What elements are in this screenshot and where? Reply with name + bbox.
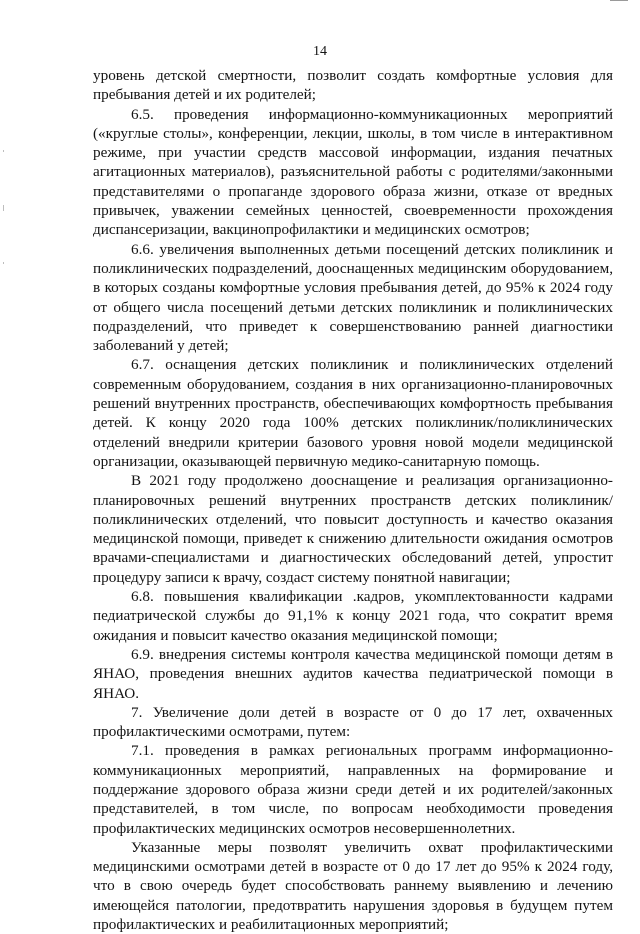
paragraph: 7. Увеличение доли детей в возрасте от 0 до 17 лет, охваченных профилактическими осмотрами, путем: [93, 703, 613, 741]
paragraph: 7.1. проведения в рамках региональных программ информационно-коммуникационных мероприятий, направленных на формирование и поддержание здорового образа жизни среди детей и их родителей/законных представителей, в том числе, по вопросам необходимости проведения профилактических медицинских осмотров несовершеннолетних. [93, 742, 613, 837]
scan-edge-mark [3, 262, 4, 264]
paragraph: 6.6. увеличения выполненных детьми посещений детских поликлиник и поликлинических подразделений, дооснащенных медицинским оборудованием, в которых созданы комфортные условия пребывания детей, до 95% к 2024 году от общего числа посещений детьми детских поликлиник и поликлинических подразделений, что приведет к совершенствованию ранней диагностики заболеваний у детей; [93, 240, 613, 355]
paragraph: уровень детской смертности, позволит создать комфортные условия для пребывания детей и их родителей; [93, 67, 613, 104]
paragraph: 6.9. внедрения системы контроля качества медицинской помощи детям в ЯНАО, проведения внешних аудитов качества педиатрической помощи в ЯНАО. [93, 645, 613, 702]
scan-mark [610, 0, 628, 1]
scan-edge-mark [3, 150, 4, 152]
paragraph: 6.8. повышения квалификации .кадров, укомплектованности кадрами педиатрической службы до 91,1% к концу 2021 года, что сократит время ожидания и повысит качество оказания медицинской помощи; [93, 588, 613, 644]
paragraph: В 2021 году продолжено дооснащение и реализация организационно-планировочных решений внутренних пространств детских поликлиник/поликлинических отделений, что повысит доступность и качество оказания медицинской помощи, приведет к снижению длительности ожидания осмотров врачами-специалистами и диагностических обследований детей, упростит процедуру записи к врачу, создаст систему понятной навигации; [93, 472, 613, 586]
page-number: 14 [313, 44, 327, 59]
document-body [93, 66, 613, 934]
paragraph: 6.5. проведения информационно-коммуникационных мероприятий («круглые столы», конференции, лекции, школы, в том числе в интерактивном режиме, при участии средств массовой информации, издания печатных агитационных материалов), разъяснительной работы с родителями/законными представителями о пропаганде здорового образа жизни, отказе от вредных привычек, уважении семейных ценностей, своевременности прохождения диспансеризации, вакцинопрофилактики и медицинских осмотров; [93, 105, 613, 239]
paragraph: 6.7. оснащения детских поликлиник и поликлинических отделений современным оборудованием, создания в них организационно-планировочных решений внутренних пространств, обеспечивающих комфортность пребывания детей. К концу 2020 года 100% детских поликлиник/поликлинических отделений внедрили критерии базового уровня новой модели медицинской организации, оказывающей первичную медико-санитарную помощь. [93, 356, 613, 470]
paragraph: Указанные меры позволят увеличить охват профилактическими медицинскими осмотрами детей в возрасте от 0 до 17 лет до 95% к 2024 году, что в свою очередь будет способствовать раннему выявлению и лечению имеющейся патологии, предотвратить нарушения здоровья в будущем путем профилактических и реабилитационных мероприятий; [93, 838, 613, 934]
scan-edge-mark [3, 205, 4, 211]
